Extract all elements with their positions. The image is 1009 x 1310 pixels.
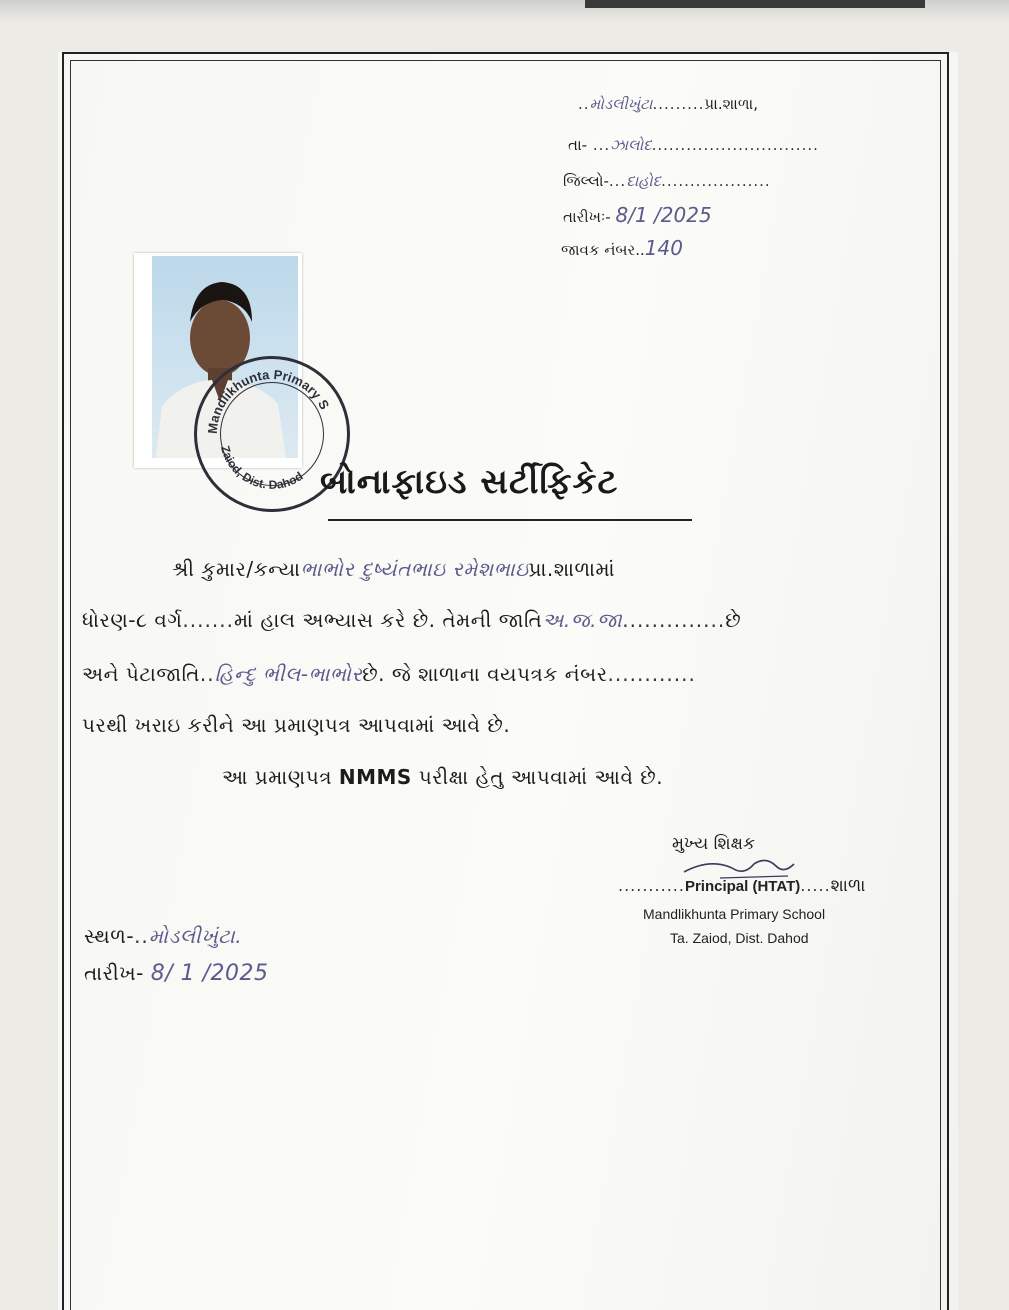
student-name-value: ભાભોર દુષ્યંતભાઇ રમેશભાઇ <box>300 557 529 581</box>
body-line-4: પરથી ખરાઇ કરીને આ પ્રમાણપત્ર આપવામાં આવે છે. <box>82 713 511 737</box>
body-line1-suffix: પ્રા.શાળામાં <box>528 557 616 581</box>
taluka-label: તા- <box>568 136 588 154</box>
date-value: 8/1 /2025 <box>615 203 712 227</box>
body-line5-suffix: પરીક્ષા હેતુ આપવામાં આવે છે. <box>418 765 664 789</box>
school-stamp-line-1: Mandlikhunta Primary School <box>643 906 826 922</box>
school-name-value: મોડલીખુંટા <box>589 95 653 113</box>
principal-title: Principal (HTAT) <box>684 878 801 895</box>
stamp-text-bottom: Zaiod, Dist. Dahod <box>217 444 306 492</box>
body-line3-suffix: છે. જે શાળાના વયપત્રક નંબર <box>362 662 608 686</box>
footer-date-line <box>84 961 269 986</box>
district-label: જિલ્લો- <box>563 172 609 190</box>
place-value: મોડલીખુંટા. <box>148 924 243 948</box>
outward-label: જાવક નંબર.. <box>561 241 645 259</box>
body-line-1 <box>172 557 615 581</box>
school-name-suffix: પ્રા.શાળા, <box>704 95 758 113</box>
taluka-line: તા- ...ઝાલોદ............................. <box>568 136 819 154</box>
body-line-3: અને પેટાજાતિ..હિન્દુ ભીલ-ભાભોરછે. જે શાળાના વયપત્રક નંબર............ <box>82 662 696 686</box>
place-label: સ્થળ- <box>84 924 135 948</box>
body-line2-mid: માં હાલ અભ્યાસ કરે છે. તેમની જાતિ <box>233 608 543 632</box>
caste-value: અ.જ.જા <box>542 608 623 632</box>
district-value: દાહોદ <box>626 172 662 190</box>
stamp-text-top: Mandlikhunta Primary S <box>204 366 333 435</box>
body-line3-prefix: અને પેટાજાતિ <box>82 662 200 686</box>
body-line2-prefix: ધોરણ-૮ વર્ગ <box>82 608 183 632</box>
scan-dark-strip <box>585 0 925 8</box>
school-round-stamp-inner-ring <box>220 382 324 486</box>
footer-place-line: સ્થળ-..મોડલીખુંટા. <box>84 924 243 948</box>
date-label: તારીખઃ- <box>563 208 611 226</box>
body-line1-prefix: શ્રી કુમાર/કન્યા <box>172 557 301 581</box>
date-line <box>563 203 712 227</box>
outward-number-line <box>561 236 683 260</box>
certificate-title: બોનાફાઇડ સર્ટીફિકેટ <box>320 462 619 502</box>
body-line-2: ધોરણ-૮ વર્ગ.......માં હાલ અભ્યાસ કરે છે. તેમની જાતિઅ.જ.જા..............છે <box>82 608 742 632</box>
district-line: જિલ્લો-...દાહોદ................... <box>563 172 771 190</box>
body-line5-prefix: આ પ્રમાણપત્ર <box>222 765 333 789</box>
body-line-5 <box>222 765 663 789</box>
school-stamp-line-2: Ta. Zaiod, Dist. Dahod <box>670 930 809 946</box>
exam-name: NMMS <box>338 765 412 789</box>
subcaste-value: હિન્દુ ભીલ-ભાભોર <box>214 662 363 686</box>
footer-date-value: 8/ 1 /2025 <box>150 961 269 986</box>
body-line2-suffix: છે <box>725 608 742 632</box>
principal-school-suffix: શાળા <box>830 876 866 896</box>
principal-line: ...........Principal (HTAT).....શાળા <box>618 876 866 896</box>
title-underline <box>328 519 692 521</box>
outward-value: 140 <box>644 236 683 260</box>
school-name-line: ..મોડલીખુંટા.........પ્રા.શાળા, <box>578 95 758 113</box>
footer-date-label: તારીખ- <box>84 961 144 985</box>
signature-role: મુખ્ય શિક્ષક <box>672 834 755 854</box>
taluka-value: ઝાલોદ <box>610 136 652 154</box>
